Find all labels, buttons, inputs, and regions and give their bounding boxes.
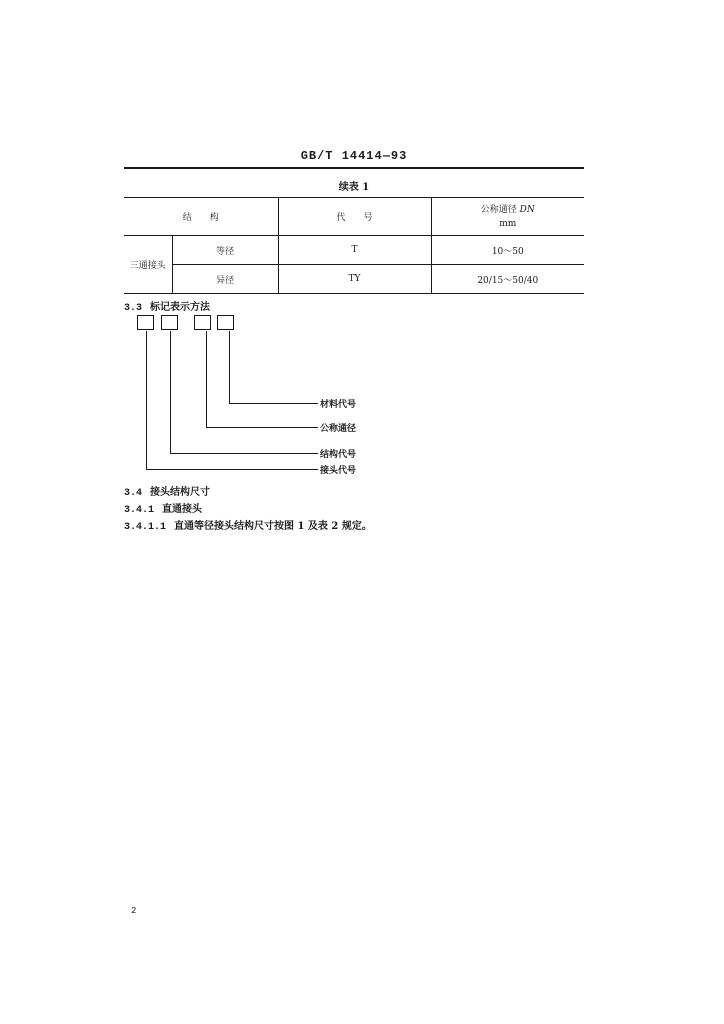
section-text: 直通等径接头结构尺寸按图 1 及表 2 规定。	[174, 521, 372, 532]
table-row	[124, 265, 584, 294]
leader-line	[206, 427, 318, 428]
label-structure-code: 结构代号	[320, 450, 357, 460]
row-sub: 等径	[172, 236, 278, 265]
document-header: GB/T 14414—93	[300, 149, 408, 163]
group-label: 三通接头	[124, 236, 172, 294]
table-row	[124, 236, 584, 265]
row-code: T	[278, 236, 431, 265]
row-dn: 10～50	[431, 236, 584, 265]
leader-line	[170, 331, 171, 453]
section-number: 3.4.1.1	[124, 522, 167, 533]
table-header-row	[124, 198, 584, 236]
section-number: 3.4	[124, 488, 143, 499]
section-title: 直通接头	[162, 504, 203, 515]
table-caption: 续表 1	[338, 182, 370, 193]
section-number: 3.3	[124, 303, 143, 314]
leader-line	[146, 469, 318, 470]
header-dn-symbol: DN	[519, 204, 535, 215]
section-3-3	[124, 298, 210, 314]
header-code: 代 号	[278, 198, 431, 236]
marking-box-joint	[137, 315, 154, 330]
label-material-code: 材料代号	[320, 400, 357, 410]
label-joint-code: 接头代号	[320, 466, 357, 476]
header-rule	[124, 167, 584, 169]
spec-table	[124, 197, 584, 294]
section-number: 3.4.1	[124, 505, 155, 516]
row-code: TY	[278, 265, 431, 294]
section-3-4-1-1	[124, 517, 372, 533]
leader-line	[229, 331, 230, 403]
marking-box-structure	[161, 315, 178, 330]
leader-line	[206, 331, 207, 427]
leader-line	[229, 403, 318, 404]
header-dn	[431, 198, 584, 236]
row-sub: 异径	[172, 265, 278, 294]
label-nominal-dn: 公称通径	[320, 424, 357, 434]
page-number: 2	[131, 906, 137, 916]
marking-box-material	[217, 315, 234, 330]
section-title: 接头结构尺寸	[150, 487, 211, 498]
header-dn-label: 公称通径	[480, 204, 517, 215]
header-structure: 结 构	[124, 198, 278, 236]
header-dn-unit: mm	[499, 218, 517, 229]
section-3-4	[124, 483, 210, 499]
leader-line	[170, 453, 318, 454]
row-dn: 20/15～50/40	[431, 265, 584, 294]
marking-box-dn	[194, 315, 211, 330]
section-3-4-1	[124, 500, 202, 516]
section-title: 标记表示方法	[150, 302, 211, 313]
leader-line	[146, 331, 147, 469]
